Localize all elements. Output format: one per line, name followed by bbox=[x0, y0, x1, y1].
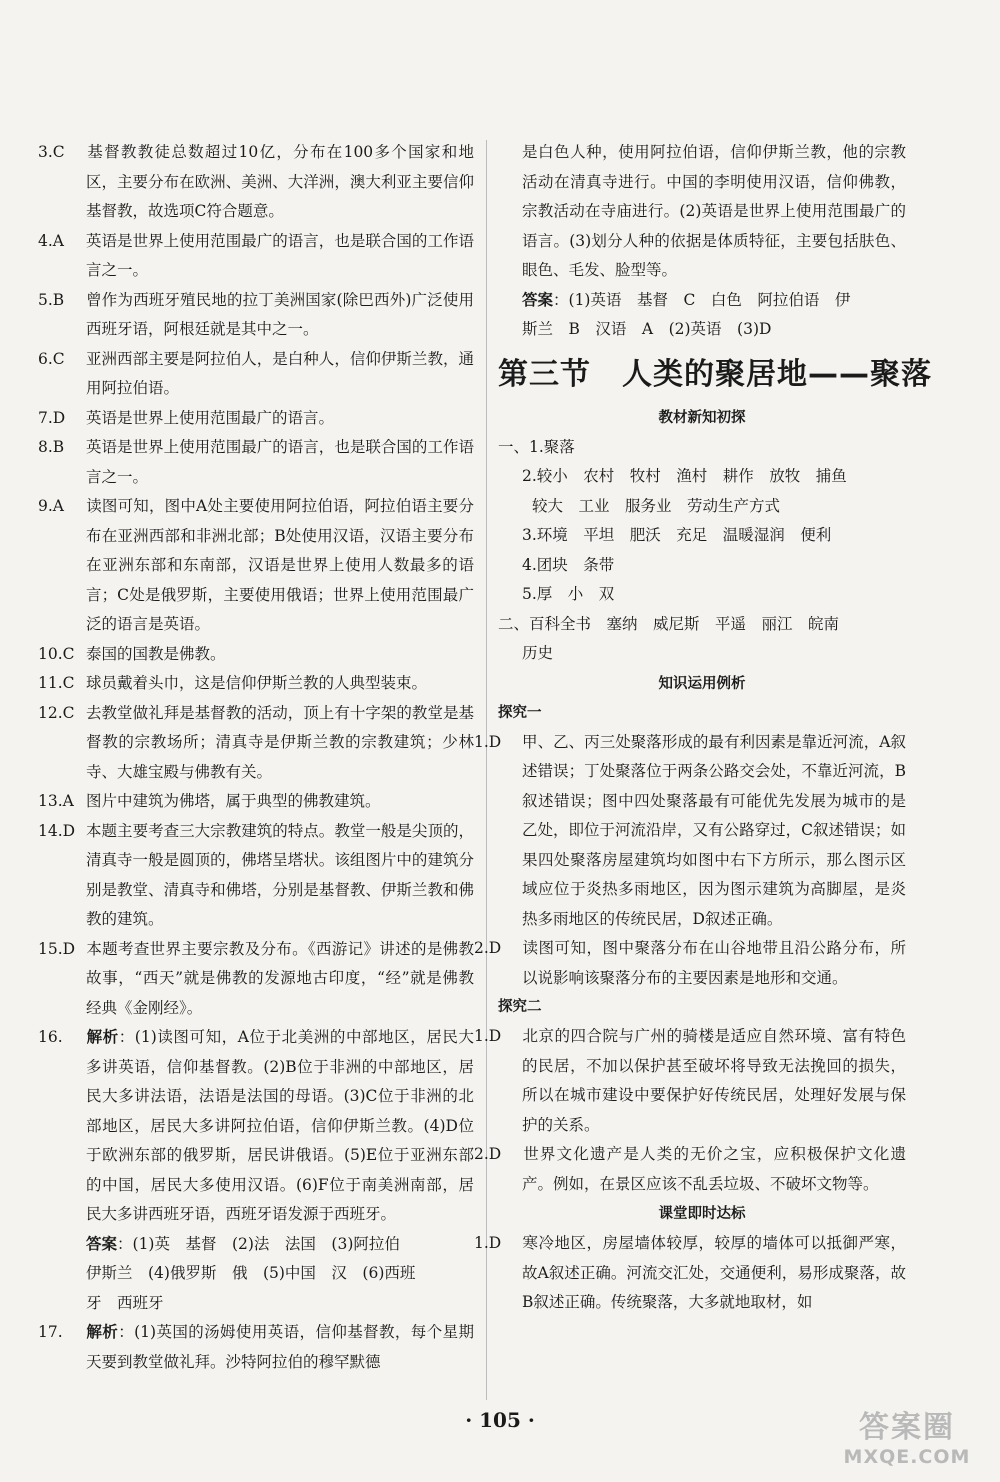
answer-item bbox=[38, 138, 474, 227]
answer-item bbox=[38, 699, 474, 788]
answer-item bbox=[38, 787, 474, 817]
question-17-answer bbox=[498, 286, 906, 345]
explore-one-list bbox=[474, 728, 906, 994]
answer-item bbox=[474, 934, 906, 993]
answer-item bbox=[38, 433, 474, 492]
question-explanation: 读图可知，图中聚落分布在山谷地带且沿公路分布，所以说影响该聚落分布的主要因素是地形和交通。 bbox=[522, 939, 906, 987]
question-explanation: 寒冷地区，房屋墙体较厚，较厚的墙体可以抵御严寒，故A叙述正确。河流交汇处，交通便利，易形成聚落，故B叙述正确。传统聚落，大多就地取材，如 bbox=[522, 1234, 906, 1311]
explore-two-heading: 探究二 bbox=[498, 999, 542, 1015]
question-explanation: 世界文化遗产是人类的无价之宝，应积极保护文化遗产。例如，在景区应该不乱丢垃圾、不破坏文物等。 bbox=[522, 1145, 906, 1193]
left-column bbox=[38, 138, 474, 1377]
section-title: 第三节 人类的聚居地——聚落 bbox=[498, 356, 932, 392]
explore-two-list bbox=[474, 1022, 906, 1199]
analysis-label: 解析 bbox=[86, 1323, 119, 1341]
subheading-new-knowledge: 教材新知初探 bbox=[658, 409, 746, 426]
analysis-text: ：(1)读图可知，A位于北美洲的中部地区，居民大多讲英语，信仰基督教。(2)B位于非洲的中部地区，居民大多讲法语，法语是法国的母语。(3)C位于非洲的北部地区，居民大多讲阿拉伯语，信仰伊斯兰教。(4)D位于欧洲东部的俄罗斯，居民讲俄语。(5)E位于亚洲东部的中国，居民大多使用汉语。(6)F位于南美洲南部，居民大多讲西班牙语，西班牙语发源于西班牙。 bbox=[86, 1028, 474, 1223]
question-explanation: 英语是世界上使用范围最广的语言，也是联合国的工作语言之一。 bbox=[86, 231, 474, 279]
answer-item bbox=[38, 404, 474, 434]
question-number: 8.B bbox=[38, 438, 65, 456]
answer-label: 答案 bbox=[522, 290, 554, 309]
question-number: 15.D bbox=[38, 939, 76, 958]
answer-item bbox=[38, 935, 474, 1024]
question-explanation: 本题考查世界主要宗教及分布。《西游记》讲述的是佛教故事，“西天”就是佛教的发源地古印度，“经”就是佛教经典《金刚经》。 bbox=[86, 939, 474, 1017]
question-number: 7.D bbox=[38, 408, 66, 427]
answer-item bbox=[38, 345, 474, 404]
answer-item bbox=[474, 1022, 906, 1140]
question-number: 13.A bbox=[38, 792, 74, 810]
question-explanation: 读图可知，图中A处主要使用阿拉伯语，阿拉伯语主要分布在亚洲西部和非洲北部；B处使用汉语，汉语主要分布在亚洲东部和东南部，汉语是世界上使用人数最多的语言；C处是俄罗斯，主要使用俄语；世界上使用范围最广泛的语言是英语。 bbox=[86, 497, 474, 633]
question-explanation: 基督教教徒总数超过10亿，分布在100多个国家和地区，主要分布在欧洲、美洲、大洋洲，澳大利亚主要信仰基督教，故选项C符合题意。 bbox=[86, 143, 474, 220]
answer-line: 答案：(1)英语 基督 C 白色 阿拉伯语 伊 bbox=[522, 290, 851, 309]
question-number: 10.C bbox=[38, 644, 75, 663]
answer-line: 答案：(1)英 基督 (2)法 法国 (3)阿拉伯 bbox=[86, 1234, 400, 1253]
question-number: 1.D bbox=[474, 732, 502, 751]
knowledge-line: 3.环境 平坦 肥沃 充足 温暖湿润 便利 bbox=[522, 526, 832, 544]
question-explanation: 本题主要考查三大宗教建筑的特点。教堂一般是尖顶的，清真寺一般是圆顶的，佛塔呈塔状。该组图片中的建筑分别是教堂、清真寺和佛塔，分别是基督教、伊斯兰教和佛教的建筑。 bbox=[86, 821, 474, 928]
knowledge-line: 一、1.聚落 bbox=[498, 437, 575, 456]
question-explanation: 亚洲西部主要是阿拉伯人，是白种人，信仰伊斯兰教，通用阿拉伯语。 bbox=[86, 349, 474, 397]
answer-item bbox=[38, 640, 474, 670]
question-explanation: 甲、乙、丙三处聚落形成的最有利因素是靠近河流，A叙述错误；丁处聚落位于两条公路交会处，不靠近河流，B叙述错误；图中四处聚落最有可能优先发展为城市的是乙处，即位于河流沿岸，又有公路穿过，C叙述错误；如果四处聚落房屋建筑均如图中右下方所示，那么图示区域应位于炎热多雨地区，因为图示建筑为高脚屋，是炎热多雨地区的传统民居，D叙述正确。 bbox=[522, 732, 906, 928]
answer-line: 牙 西班牙 bbox=[86, 1293, 164, 1312]
question-number: 14.D bbox=[38, 821, 76, 840]
question-explanation: 球员戴着头巾，这是信仰伊斯兰教的人典型装束。 bbox=[86, 674, 428, 692]
explore-one-heading: 探究一 bbox=[498, 704, 542, 721]
question-number: 12.C bbox=[38, 703, 75, 722]
answer-item bbox=[474, 1229, 906, 1318]
question-number: 6.C bbox=[38, 349, 65, 368]
question-explanation: 曾作为西班牙殖民地的拉丁美洲国家(除巴西外)广泛使用西班牙语，阿根廷就是其中之一。 bbox=[86, 290, 474, 338]
knowledge-line: 历史 bbox=[522, 644, 554, 662]
right-column bbox=[474, 138, 932, 1318]
knowledge-line: 4.团块 条带 bbox=[522, 555, 615, 574]
question-number: 5.B bbox=[38, 290, 65, 309]
subheading-classroom-check: 课堂即时达标 bbox=[658, 1206, 746, 1222]
analysis-label: 解析 bbox=[86, 1028, 119, 1046]
question-explanation: 泰国的国教是佛教。 bbox=[86, 644, 226, 663]
question-number: 1.D bbox=[474, 1027, 502, 1045]
question-number: 11.C bbox=[38, 674, 75, 692]
answer-item bbox=[38, 227, 474, 286]
answer-item bbox=[38, 669, 474, 699]
answer-line: 伊斯兰 (4)俄罗斯 俄 (5)中国 汉 (6)西班 bbox=[86, 1264, 416, 1282]
knowledge-line: 2.较小 农村 牧村 渔村 耕作 放牧 捕鱼 bbox=[522, 467, 847, 485]
column-divider bbox=[486, 140, 487, 1400]
answer-item bbox=[474, 728, 906, 935]
question-17: 17. 解析：(1)英国的汤姆使用英语，信仰基督教，每个星期天要到教堂做礼拜。沙特阿拉伯的穆罕默德 bbox=[38, 1323, 474, 1371]
question-explanation: 去教堂做礼拜是基督教的活动，顶上有十字架的教堂是基督教的宗教场所；清真寺是伊斯兰教的宗教建筑；少林寺、大雄宝殿与佛教有关。 bbox=[86, 703, 474, 781]
question-16-answer bbox=[62, 1230, 474, 1319]
question-number: 4.A bbox=[38, 231, 64, 250]
answer-item bbox=[38, 492, 474, 640]
answer-item bbox=[38, 817, 474, 935]
answer-line: 斯兰 B 汉语 A (2)英语 (3)D bbox=[522, 320, 772, 338]
question-number: 1.D bbox=[474, 1234, 502, 1252]
answer-label: 答案 bbox=[86, 1234, 118, 1253]
question-explanation: 英语是世界上使用范围最广的语言，也是联合国的工作语言之一。 bbox=[86, 438, 474, 486]
answer-item bbox=[474, 1140, 906, 1199]
question-explanation: 英语是世界上使用范围最广的语言。 bbox=[86, 408, 335, 427]
question-16: 16. 解析：(1)读图可知，A位于北美洲的中部地区，居民大多讲英语，信仰基督教。(2)B位于非洲的中部地区，居民大多讲法语，法语是法国的母语。(3)C位于非洲的北部地区，居民大多讲阿拉伯语，信仰伊斯兰教。(4)D位于欧洲东部的俄罗斯，居民讲俄语。(5)E位于亚洲东部的中国，居民大多使用汉语。(6)F位于南美洲南部，居民大多讲西班牙语，西班牙语发源于西班牙。 bbox=[38, 1028, 474, 1223]
question-explanation: 北京的四合院与广州的骑楼是适应自然环境、富有特色的民居，不加以保护甚至破坏将导致无法挽回的损失，所以在城市建设中要保护好传统民居，处理好发展与保护的关系。 bbox=[522, 1027, 906, 1134]
left-answer-list bbox=[38, 138, 474, 1023]
page-number: · 105 · bbox=[465, 1408, 535, 1432]
question-number: 9.A bbox=[38, 497, 64, 515]
question-explanation: 图片中建筑为佛塔，属于典型的佛教建筑。 bbox=[86, 792, 381, 810]
question-17-continued: 是白色人种，使用阿拉伯语，信仰伊斯兰教，他的宗教活动在清真寺进行。中国的李明使用汉语，信仰佛教，宗教活动在寺庙进行。(2)英语是世界上使用范围最广的语言。(3)划分人种的依据是体质特征，主要包括肤色、眼色、毛发、脸型等。 bbox=[522, 143, 906, 279]
question-number: 2.D bbox=[474, 1145, 502, 1163]
analysis-text: ：(1)英国的汤姆使用英语，信仰基督教，每个星期天要到教堂做礼拜。沙特阿拉伯的穆罕默德 bbox=[86, 1323, 474, 1371]
question-number: 3.C bbox=[38, 143, 65, 161]
question-number: 2.D bbox=[474, 939, 502, 957]
watermark-logo: 答案圈 MXQE.COM bbox=[843, 1410, 971, 1468]
knowledge-line: 5.厚 小 双 bbox=[522, 585, 615, 603]
knowledge-line: 较大 工业 服务业 劳动生产方式 bbox=[532, 496, 781, 515]
knowledge-line: 二、百科全书 塞纳 威尼斯 平遥 丽江 皖南 bbox=[498, 614, 840, 633]
subheading-knowledge-application: 知识运用例析 bbox=[658, 675, 746, 692]
answer-item bbox=[38, 286, 474, 345]
new-knowledge-list bbox=[498, 433, 906, 669]
classroom-check-list bbox=[474, 1229, 906, 1318]
